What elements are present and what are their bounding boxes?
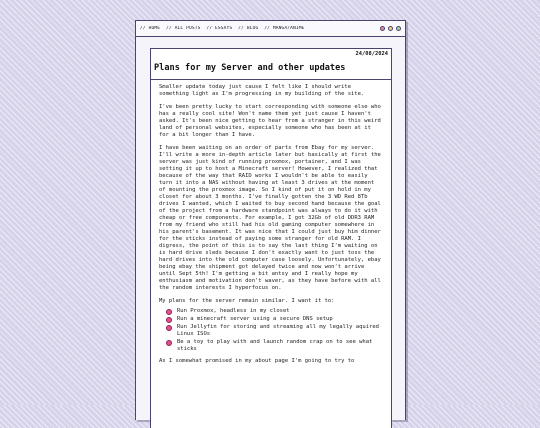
list-item (166, 324, 383, 338)
nav-essays-link[interactable]: // ESSAYS (206, 26, 233, 31)
nav-blog-link[interactable]: // BLOG (238, 26, 259, 31)
post-paragraph: As I somewhat promised in my about page I'm going to try to (159, 358, 355, 364)
nav-manga-anime-link[interactable]: // MANGA/ANIME (264, 26, 305, 31)
title-bar (136, 21, 405, 37)
minimize-window-icon[interactable] (388, 26, 393, 31)
list-item (166, 339, 383, 353)
pink-bullet-icon (166, 317, 172, 323)
pink-bullet-icon (166, 309, 172, 315)
post-paragraph: I have been waiting on an order of parts from Ebay for my server. I'll write a more in-depth article later but basically at first the server was just kind of running proxmox, portainer, and I was setting it up to host a Minecraft server! However, I realized that because of the way that RAID works I wouldn't be able to easily turn it into a NAS without having at least 3 drives at the moment of mounting the proxmox image. So I kind of put it on hold in my closet for about 3 months. I've finally gotten the 3 WD Red 8Tb drives I wanted, which I waited to buy second hand because the goal of the project from a hardware standpoint was always to do it with cheap or free components. For example, I got 32Gb of old DDR3 RAM from my friend who still had his old gaming computer somewhere in his parent's basement. It was nice that I could just buy him dinner for the sticks instead of paying some stranger for old RAM. I digress, the point of this is to say the last thing I'm waiting on is hard drive sleds because I don't exactly want to just toss the hard drives into the old computer case loosely. Unfortunately, ebay being ebay the shipment got delayed twice and now won't arrive until Sept 5th! I'm getting a bit antsy and I really hope my enthusiasm and motivation don't waver, as they have before with all the random interests I hyperfocus on. (159, 145, 381, 291)
list-item-text: Run Jellyfin for storing and streaming all my legally aquired Linux ISOs (177, 324, 379, 337)
post-paragraph: Smaller update today just cause I felt like I should write something light as I'm progressing in my building of the site. (159, 84, 365, 97)
list-item (166, 316, 383, 323)
list-item-text: Be a toy to play with and launch random crap on to see what sticks (177, 339, 373, 352)
pink-bullet-icon (166, 340, 172, 346)
post-paragraph: I've been pretty lucky to start corresponding with someone else who has a really cool site! Won't name them yet just cause I haven't asked. It's been nice getting to hear from a stranger in this weird land of personal websites, especially someone who has been at it for a bit longer than I have. (159, 104, 381, 138)
close-window-icon[interactable] (380, 26, 385, 31)
pink-bullet-icon (166, 325, 172, 331)
server-plans-list (159, 308, 383, 353)
nav-all-posts-link[interactable]: // ALL POSTS (166, 26, 201, 31)
browser-window (135, 20, 406, 420)
maximize-window-icon[interactable] (396, 26, 401, 31)
list-item-text: Run Proxmox, headless in my closet (177, 308, 290, 314)
top-nav (140, 26, 380, 31)
list-item-text: Run a minecraft server using a secure DNS setup (177, 316, 333, 322)
post-date: 24/08/2024 (355, 51, 388, 57)
window-controls (380, 26, 401, 31)
list-item (166, 308, 383, 315)
post-content (151, 80, 391, 365)
nav-home-link[interactable]: // HOME (140, 26, 161, 31)
post-paragraph: My plans for the server remain similar. I want it to: (159, 298, 335, 304)
blog-post (150, 48, 392, 428)
post-title: Plans for my Server and other updates (154, 63, 346, 73)
